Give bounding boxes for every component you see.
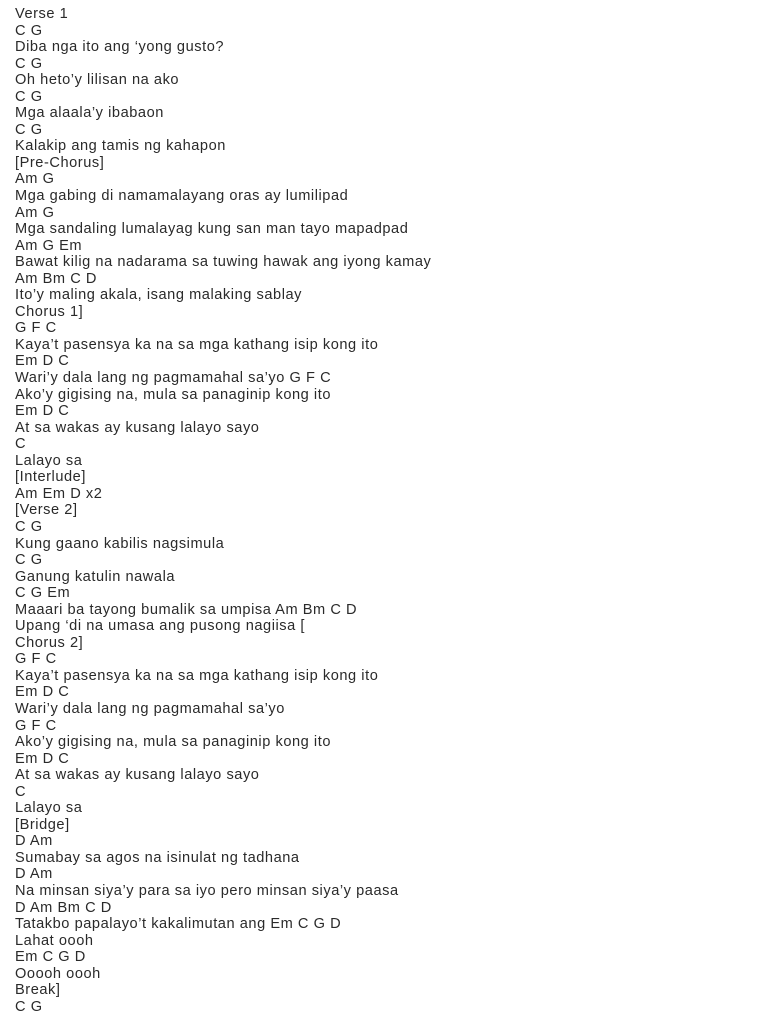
chord-line: D Am	[15, 833, 53, 850]
section-heading: [Interlude]	[15, 469, 86, 486]
lyric-line: Bawat kilig na nadarama sa tuwing hawak ang iyong kamay	[15, 254, 432, 271]
lyric-line: Oh heto’y lilisan na ako	[15, 72, 180, 89]
lyric-line: Mga alaala’y ibabaon	[15, 105, 164, 122]
lyric-line: Kaya’t pasensya ka na sa mga kathang isip kong ito	[15, 336, 379, 353]
chord-line: C G	[15, 552, 43, 569]
lyric-line: Maaari ba tayong bumalik sa umpisa Am Bm C D	[15, 601, 358, 618]
lyric-line: Upang ‘di na umasa ang pusong nagiisa [	[15, 618, 306, 635]
section-heading: [Pre-Chorus]	[15, 154, 105, 171]
lyrics-sheet	[15, 6, 758, 1015]
lyric-line: Tatakbo papalayo’t kakalimutan ang Em C G D	[15, 916, 342, 933]
lyric-line: Diba nga ito ang ‘yong gusto?	[15, 39, 225, 56]
chord-line: D Am Bm C D	[15, 899, 112, 916]
lyric-line: Na minsan siya’y para sa iyo pero minsan siya’y paasa	[15, 882, 399, 899]
lyric-line: Ako’y gigising na, mula sa panaginip kong ito	[15, 386, 331, 403]
lyric-line: Wari’y dala lang ng pagmamahal sa’yo	[15, 700, 285, 717]
lyric-line: Kung gaano kabilis nagsimula	[15, 535, 225, 552]
chord-line: C G	[15, 998, 43, 1015]
lyric-line: Kaya’t pasensya ka na sa mga kathang isip kong ito	[15, 667, 379, 684]
lyric-line: Lalayo sa	[15, 800, 83, 817]
chord-line: Am G Em	[15, 237, 83, 254]
section-heading: Chorus 1]	[15, 303, 84, 320]
lyric-line: Kalakip ang tamis ng kahapon	[15, 138, 226, 155]
chord-line: C	[15, 436, 27, 453]
lyric-line: Ooooh oooh	[15, 965, 101, 982]
chord-line: C	[15, 783, 27, 800]
chord-line: Am Bm C D	[15, 270, 97, 287]
chord-line: Em D C	[15, 750, 70, 767]
lyric-line: At sa wakas ay kusang lalayo sayo	[15, 419, 260, 436]
lyric-line: Ganung katulin nawala	[15, 568, 176, 585]
lyric-line: Lalayo sa	[15, 452, 83, 469]
chord-line: Am G	[15, 204, 55, 221]
chord-line: C G	[15, 121, 43, 138]
chord-line: C G	[15, 55, 43, 72]
chord-line: C G Em	[15, 585, 71, 602]
section-heading: Chorus 2]	[15, 634, 84, 651]
chord-line: C G	[15, 22, 43, 39]
section-heading: Break]	[15, 982, 61, 999]
section-heading: Verse 1	[15, 6, 69, 22]
chord-line: C G	[15, 518, 43, 535]
chord-line: Am G	[15, 171, 55, 188]
chord-line: C G	[15, 88, 43, 105]
chord-line: Am Em D x2	[15, 485, 103, 502]
lyric-line: At sa wakas ay kusang lalayo sayo	[15, 767, 260, 784]
section-heading: [Verse 2]	[15, 502, 78, 519]
lyric-line: Wari’y dala lang ng pagmamahal sa’yo G F C	[15, 370, 332, 387]
lyric-line: Mga sandaling lumalayag kung san man tayo mapadpad	[15, 221, 409, 238]
section-heading: [Bridge]	[15, 816, 70, 833]
lyric-line: Ito’y maling akala, isang malaking sablay	[15, 287, 302, 304]
lyric-line: Ako’y gigising na, mula sa panaginip kong ito	[15, 734, 331, 751]
lyric-line: Mga gabing di namamalayang oras ay lumilipad	[15, 188, 349, 205]
lyric-line: Sumabay sa agos na isinulat ng tadhana	[15, 849, 300, 866]
lyric-line: Lahat oooh	[15, 932, 94, 949]
chord-line: Em C G D	[15, 949, 86, 966]
chord-line: G F C	[15, 717, 57, 734]
chord-line: D Am	[15, 866, 53, 883]
chord-line: G F C	[15, 320, 57, 337]
chord-line: Em D C	[15, 403, 70, 420]
chord-line: Em D C	[15, 684, 70, 701]
chord-line: Em D C	[15, 353, 70, 370]
chord-line: G F C	[15, 651, 57, 668]
